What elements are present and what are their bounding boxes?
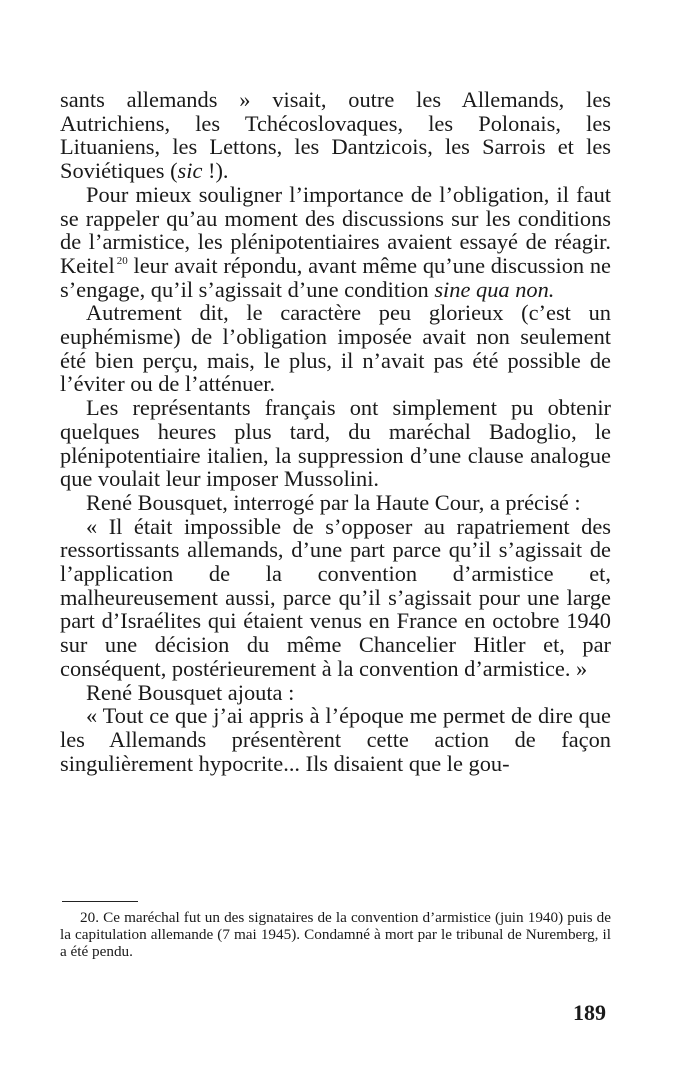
paragraph-3: Autrement dit, le caractère peu glorieux (c’est un euphémisme) de l’obligation imposée avait non seulement été bien perçu, mais, le plus, il n’avait pas été possible de l’éviter ou de l’atténuer. [60, 300, 611, 397]
paragraph-5: René Bousquet, interrogé par la Haute Cour, a précisé : [86, 489, 581, 515]
footnote-text: Ce maréchal fut un des signataires de la convention d’armistice (juin 1940) puis de la capitulation allemande (7 mai 1945). Condamné à mort par le tribunal de Nuremberg, il a été pendu. [60, 909, 612, 960]
paragraph-8: « Tout ce que j’ai appris à l’époque me permet de dire que les Allemands présentèrent cette action de façon singulièrement hypocrite... Ils disaient que le gou- [60, 703, 611, 776]
footnote [60, 910, 611, 960]
italic-sic: sic [177, 158, 203, 184]
paragraph-4: Les représentants français ont simplement pu obtenir quelques heures plus tard, du maréchal Badoglio, le plénipotentiaire italien, la suppression d’une clause analogue que voulait leur imposer Mussolini. [60, 395, 611, 492]
italic-sine-qua-non: sine qua non. [434, 276, 555, 302]
footnote-reference: 20 [116, 254, 128, 267]
paragraph-6: « Il était impossible de s’opposer au rapatriement des ressortissants allemands, d’une part parce qu’il s’agissait de l’application de la convention d’armistice et, malheureusement aussi, parce qu’il s’agissait pour une large part d’Israélites qui étaient venus en France en octobre 1940 sur une décision du même Chancelier Hitler et, par conséquent, postérieurement à la convention d’armistice. » [60, 513, 611, 681]
paragraph-1: sants allemands » visait, outre les Allemands, les Autrichiens, les Tchécoslovaques, les Polonais, les Lituaniens, les Lettons, les Dantzicois, les Sarrois et les Soviétiques (sic !). [60, 87, 611, 184]
footnote-number: 20. [80, 909, 99, 926]
page-number: 189 [573, 1000, 606, 1025]
footnote-divider [62, 901, 138, 902]
body-text [60, 88, 611, 775]
page-body [60, 88, 611, 775]
paragraph-2: Pour mieux souligner l’importance de l’obligation, il faut se rappeler qu’au moment des discussions sur les conditions de l’armistice, les plénipotentiaires avaient essayé de réagir. Keitel $^{20}$ leur avait répondu, avant même qu’une discussion ne s’engage, qu’il s’agissait d’une condition sine qua non. [60, 181, 611, 302]
paragraph-7: René Bousquet ajouta : [86, 679, 295, 705]
